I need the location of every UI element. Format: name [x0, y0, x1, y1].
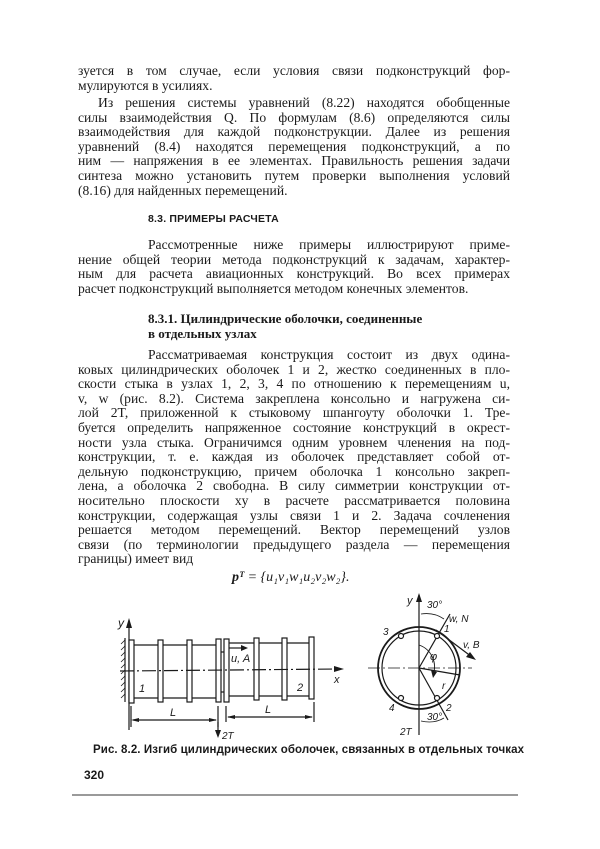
section-heading: 8.3. ПРИМЕРЫ РАСЧЕТА: [148, 213, 279, 225]
subsection-paragraph: [78, 348, 510, 567]
intro-paragraph: [78, 64, 510, 93]
formula-equals: =: [244, 570, 261, 585]
text-line: связи (по терминологии предыдущего раздела — перемещения: [78, 536, 510, 552]
figure-caption: Рис. 8.2. Изгиб цилиндрических оболочек, связанных в отдельных точках: [93, 744, 525, 756]
solution-paragraph: [78, 96, 510, 198]
force-label: 2T: [222, 731, 234, 740]
shell-cross-section-figure: [360, 590, 540, 740]
force-label: 2T: [400, 727, 412, 738]
shell-2-label: 2: [297, 682, 304, 694]
text-line: границы) имеет вид: [78, 551, 194, 567]
text-line: Из решения системы уравнений (8.22) находятся обобщенные: [98, 95, 510, 110]
page-bottom-rule: [72, 794, 518, 796]
text-line: ним — напряжения в ее элементах. Правильность решения задачи: [78, 153, 510, 169]
node-3-label: 3: [383, 627, 389, 638]
node-1-label: 1: [444, 624, 450, 635]
text-line: зуется в том случае, если условия связи подконструкций фор-: [78, 63, 510, 78]
displacement-u-label: u, A: [231, 653, 251, 665]
phi-label: φ: [430, 651, 438, 663]
shells-side-view-figure: [100, 610, 360, 740]
page-number: 320: [84, 768, 105, 782]
subsection-heading: [148, 311, 422, 341]
text-line: v, w (рис. 8.2). Система закреплена консольно и нагружена си-: [78, 390, 510, 406]
text-line: лена, а оболочка 2 свободна. В силу симметрии конструкции от-: [78, 478, 510, 494]
text-line: конструкции, содержащая узлы связи 1 и 2. Задача сочленения: [78, 507, 510, 523]
section-paragraph: [78, 238, 510, 296]
node-4-label: 4: [389, 703, 395, 714]
text-line: синтеза можно установить путем проверки выполнения условий: [78, 167, 510, 183]
text-line: Рассматриваемая конструкция состоит из двух одина-: [148, 347, 510, 362]
v-b-label: v, B: [463, 640, 480, 651]
angle-top-label: 30°: [427, 600, 443, 611]
subsection-heading-line: 8.3.1. Цилиндрические оболочки, соединенные: [148, 311, 423, 326]
text-line: нение общей теории метода подконструкций к задачам, характер-: [78, 251, 510, 267]
displacement-vector-formula: [232, 570, 350, 586]
text-line: решается методом перемещений. Вектор перемещений узлов: [78, 522, 510, 538]
angle-bottom-label: 30°: [427, 712, 443, 723]
text-line: лой 2T, приложенной к стыковому шпангоуту оболочки 1. Тре-: [78, 405, 510, 421]
text-line: дельную подконструкцию, причем оболочка 1 консольно закреп-: [78, 463, 510, 479]
text-line: ным для расчета авиационных конструкций. Во всех примерах: [78, 266, 510, 282]
axis-x-label: x: [334, 674, 340, 686]
text-line: (8.16) для найденных перемещений.: [78, 182, 288, 198]
formula-lhs: pᵀ: [232, 570, 245, 585]
text-line: носительно плоскости xy в расчете рассматривается половина: [78, 492, 510, 508]
radius-label: r: [442, 681, 446, 692]
text-line: скости стыка в узлах 1, 2, 3, 4 по отношению к перемещениям u,: [78, 376, 510, 392]
axis-y-label: y: [118, 616, 124, 630]
text-line: взаимодействия для каждой подконструкции. Далее из решения: [78, 124, 510, 140]
shell-1-label: 1: [139, 683, 146, 695]
text-line: буется определить напряженное состояние конструкций в окрест-: [78, 419, 510, 435]
text-line: ности узла стыка. Ограничимся одним уровнем членения на под-: [78, 434, 510, 450]
length-2-label: L: [265, 704, 272, 716]
text-line: конструкции, т. е. каждая из оболочек представляет собой от-: [78, 449, 510, 465]
text-line: ковых цилиндрических оболочек 1 и 2, жестко соединенных в пло-: [78, 361, 510, 377]
length-1-label: L: [170, 707, 177, 719]
text-line: уравнений (8.4) находятся перемещения подконструкций, а по: [78, 138, 510, 154]
text-line: расчет подконструкций выполняется методом конечных элементов.: [78, 280, 469, 296]
axis-y-label: y: [407, 595, 413, 607]
text-line: мулируются в усилиях.: [78, 77, 213, 93]
w-n-label: w, N: [449, 614, 469, 625]
text-line: Рассмотренные ниже примеры иллюстрируют приме-: [148, 237, 510, 252]
subsection-heading-line: в отдельных узлах: [148, 326, 257, 341]
text-line: силы взаимодействия Q. По формулам (8.6) определяются силы: [78, 109, 510, 125]
formula-rhs: {u₁v₁w₁u₂v₂w₂}.: [260, 570, 350, 585]
node-2-label: 2: [446, 703, 452, 714]
